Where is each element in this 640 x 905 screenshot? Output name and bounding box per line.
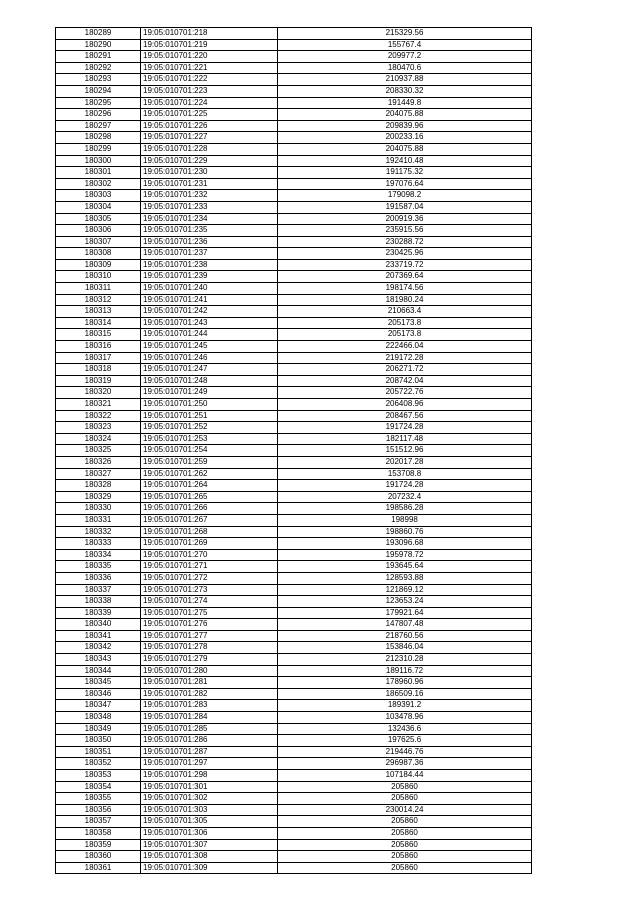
value-cell: 151512.96 (278, 445, 532, 457)
cadastral-number-cell: 19:05:010701:236 (141, 236, 278, 248)
table-row (56, 387, 532, 399)
table-row (56, 468, 532, 480)
cadastral-number-cell: 19:05:010701:267 (141, 514, 278, 526)
cadastral-number-cell: 19:05:010701:268 (141, 526, 278, 538)
row-number-cell: 180323 (56, 422, 141, 434)
cadastral-number-cell: 19:05:010701:241 (141, 294, 278, 306)
value-cell: 107184.44 (278, 770, 532, 782)
value-cell: 191587.04 (278, 201, 532, 213)
cadastral-number-cell: 19:05:010701:248 (141, 375, 278, 387)
data-table (55, 27, 532, 874)
value-cell: 218760.56 (278, 630, 532, 642)
row-number-cell: 180328 (56, 480, 141, 492)
cadastral-number-cell: 19:05:010701:240 (141, 283, 278, 295)
value-cell: 181980.24 (278, 294, 532, 306)
cadastral-number-cell: 19:05:010701:279 (141, 654, 278, 666)
row-number-cell: 180312 (56, 294, 141, 306)
value-cell: 209839.96 (278, 120, 532, 132)
cadastral-number-cell: 19:05:010701:242 (141, 306, 278, 318)
row-number-cell: 180332 (56, 526, 141, 538)
cadastral-number-cell: 19:05:010701:222 (141, 74, 278, 86)
cadastral-number-cell: 19:05:010701:221 (141, 62, 278, 74)
cadastral-number-cell: 19:05:010701:297 (141, 758, 278, 770)
cadastral-number-cell: 19:05:010701:281 (141, 677, 278, 689)
value-cell: 155767.4 (278, 39, 532, 51)
table-row (56, 781, 532, 793)
row-number-cell: 180310 (56, 271, 141, 283)
value-cell: 180470.6 (278, 62, 532, 74)
value-cell: 230014.24 (278, 804, 532, 816)
value-cell: 153846.04 (278, 642, 532, 654)
row-number-cell: 180304 (56, 201, 141, 213)
row-number-cell: 180314 (56, 317, 141, 329)
row-number-cell: 180342 (56, 642, 141, 654)
cadastral-number-cell: 19:05:010701:229 (141, 155, 278, 167)
table-row (56, 700, 532, 712)
value-cell: 204075.88 (278, 143, 532, 155)
value-cell: 121869.12 (278, 584, 532, 596)
row-number-cell: 180300 (56, 155, 141, 167)
table-row (56, 526, 532, 538)
cadastral-number-cell: 19:05:010701:271 (141, 561, 278, 573)
cadastral-number-cell: 19:05:010701:282 (141, 688, 278, 700)
table-body (56, 28, 532, 874)
value-cell: 182117.48 (278, 433, 532, 445)
value-cell: 208742.04 (278, 375, 532, 387)
value-cell: 128593.88 (278, 572, 532, 584)
cadastral-number-cell: 19:05:010701:247 (141, 364, 278, 376)
row-number-cell: 180306 (56, 225, 141, 237)
value-cell: 189391.2 (278, 700, 532, 712)
table-row (56, 712, 532, 724)
cadastral-number-cell: 19:05:010701:274 (141, 596, 278, 608)
cadastral-number-cell: 19:05:010701:278 (141, 642, 278, 654)
row-number-cell: 180345 (56, 677, 141, 689)
value-cell: 219172.28 (278, 352, 532, 364)
row-number-cell: 180333 (56, 538, 141, 550)
value-cell: 198586.28 (278, 503, 532, 515)
value-cell: 123653.24 (278, 596, 532, 608)
row-number-cell: 180349 (56, 723, 141, 735)
table-row (56, 167, 532, 179)
cadastral-number-cell: 19:05:010701:264 (141, 480, 278, 492)
cadastral-number-cell: 19:05:010701:219 (141, 39, 278, 51)
cadastral-number-cell: 19:05:010701:252 (141, 422, 278, 434)
row-number-cell: 180296 (56, 109, 141, 121)
table-row (56, 572, 532, 584)
row-number-cell: 180356 (56, 804, 141, 816)
row-number-cell: 180348 (56, 712, 141, 724)
value-cell: 197076.64 (278, 178, 532, 190)
table-row (56, 665, 532, 677)
table-row (56, 642, 532, 654)
table-row (56, 827, 532, 839)
table-row (56, 155, 532, 167)
table-row (56, 596, 532, 608)
value-cell: 212310.28 (278, 654, 532, 666)
cadastral-number-cell: 19:05:010701:224 (141, 97, 278, 109)
row-number-cell: 180330 (56, 503, 141, 515)
cadastral-number-cell: 19:05:010701:245 (141, 341, 278, 353)
value-cell: 189116.72 (278, 665, 532, 677)
table-row (56, 74, 532, 86)
row-number-cell: 180329 (56, 491, 141, 503)
cadastral-number-cell: 19:05:010701:234 (141, 213, 278, 225)
value-cell: 191724.28 (278, 422, 532, 434)
table-row (56, 341, 532, 353)
table-row (56, 352, 532, 364)
value-cell: 206271.72 (278, 364, 532, 376)
value-cell: 222466.04 (278, 341, 532, 353)
table-row (56, 445, 532, 457)
table-row (56, 329, 532, 341)
table-row (56, 143, 532, 155)
table-row (56, 375, 532, 387)
value-cell: 205722.76 (278, 387, 532, 399)
table-row (56, 399, 532, 411)
table-row (56, 317, 532, 329)
row-number-cell: 180324 (56, 433, 141, 445)
table-row (56, 688, 532, 700)
row-number-cell: 180322 (56, 410, 141, 422)
cadastral-number-cell: 19:05:010701:244 (141, 329, 278, 341)
cadastral-number-cell: 19:05:010701:249 (141, 387, 278, 399)
row-number-cell: 180352 (56, 758, 141, 770)
cadastral-number-cell: 19:05:010701:231 (141, 178, 278, 190)
cadastral-number-cell: 19:05:010701:227 (141, 132, 278, 144)
row-number-cell: 180338 (56, 596, 141, 608)
value-cell: 210937.88 (278, 74, 532, 86)
row-number-cell: 180320 (56, 387, 141, 399)
value-cell: 230425.96 (278, 248, 532, 260)
value-cell: 191724.28 (278, 480, 532, 492)
table-row (56, 804, 532, 816)
row-number-cell: 180307 (56, 236, 141, 248)
cadastral-number-cell: 19:05:010701:254 (141, 445, 278, 457)
table-row (56, 630, 532, 642)
row-number-cell: 180355 (56, 793, 141, 805)
value-cell: 205860 (278, 839, 532, 851)
row-number-cell: 180358 (56, 827, 141, 839)
value-cell: 132436.6 (278, 723, 532, 735)
table-row (56, 306, 532, 318)
value-cell: 219446.76 (278, 746, 532, 758)
table-row (56, 770, 532, 782)
row-number-cell: 180335 (56, 561, 141, 573)
cadastral-number-cell: 19:05:010701:298 (141, 770, 278, 782)
row-number-cell: 180339 (56, 607, 141, 619)
value-cell: 193645.64 (278, 561, 532, 573)
value-cell: 198860.76 (278, 526, 532, 538)
table-row (56, 201, 532, 213)
cadastral-number-cell: 19:05:010701:243 (141, 317, 278, 329)
row-number-cell: 180351 (56, 746, 141, 758)
row-number-cell: 180341 (56, 630, 141, 642)
cadastral-number-cell: 19:05:010701:228 (141, 143, 278, 155)
value-cell: 233719.72 (278, 259, 532, 271)
row-number-cell: 180289 (56, 28, 141, 40)
row-number-cell: 180290 (56, 39, 141, 51)
row-number-cell: 180303 (56, 190, 141, 202)
value-cell: 205173.8 (278, 317, 532, 329)
table-row (56, 503, 532, 515)
table-row (56, 862, 532, 874)
row-number-cell: 180315 (56, 329, 141, 341)
row-number-cell: 180354 (56, 781, 141, 793)
row-number-cell: 180309 (56, 259, 141, 271)
cadastral-number-cell: 19:05:010701:237 (141, 248, 278, 260)
table-row (56, 178, 532, 190)
value-cell: 191175.32 (278, 167, 532, 179)
cadastral-number-cell: 19:05:010701:276 (141, 619, 278, 631)
cadastral-number-cell: 19:05:010701:286 (141, 735, 278, 747)
value-cell: 206408.96 (278, 399, 532, 411)
table-row (56, 190, 532, 202)
row-number-cell: 180293 (56, 74, 141, 86)
row-number-cell: 180301 (56, 167, 141, 179)
table-row (56, 132, 532, 144)
cadastral-number-cell: 19:05:010701:232 (141, 190, 278, 202)
cadastral-number-cell: 19:05:010701:259 (141, 456, 278, 468)
table-row (56, 514, 532, 526)
cadastral-number-cell: 19:05:010701:306 (141, 827, 278, 839)
cadastral-number-cell: 19:05:010701:303 (141, 804, 278, 816)
cadastral-number-cell: 19:05:010701:250 (141, 399, 278, 411)
cadastral-number-cell: 19:05:010701:253 (141, 433, 278, 445)
row-number-cell: 180325 (56, 445, 141, 457)
value-cell: 205860 (278, 781, 532, 793)
table-row (56, 85, 532, 97)
value-cell: 235915.56 (278, 225, 532, 237)
row-number-cell: 180353 (56, 770, 141, 782)
value-cell: 147807.48 (278, 619, 532, 631)
value-cell: 198998 (278, 514, 532, 526)
table-row (56, 364, 532, 376)
row-number-cell: 180327 (56, 468, 141, 480)
value-cell: 205860 (278, 816, 532, 828)
value-cell: 208330.32 (278, 85, 532, 97)
table-row (56, 433, 532, 445)
row-number-cell: 180343 (56, 654, 141, 666)
table-row (56, 480, 532, 492)
document-page (55, 27, 531, 874)
row-number-cell: 180313 (56, 306, 141, 318)
table-row (56, 410, 532, 422)
table-row (56, 294, 532, 306)
cadastral-number-cell: 19:05:010701:238 (141, 259, 278, 271)
row-number-cell: 180321 (56, 399, 141, 411)
table-row (56, 248, 532, 260)
value-cell: 153708.8 (278, 468, 532, 480)
cadastral-number-cell: 19:05:010701:301 (141, 781, 278, 793)
table-row (56, 723, 532, 735)
table-row (56, 735, 532, 747)
table-row (56, 51, 532, 63)
table-row (56, 271, 532, 283)
table-row (56, 793, 532, 805)
cadastral-number-cell: 19:05:010701:287 (141, 746, 278, 758)
table-row (56, 549, 532, 561)
table-row (56, 39, 532, 51)
row-number-cell: 180308 (56, 248, 141, 260)
value-cell: 197625.6 (278, 735, 532, 747)
table-row (56, 97, 532, 109)
cadastral-number-cell: 19:05:010701:266 (141, 503, 278, 515)
row-number-cell: 180347 (56, 700, 141, 712)
row-number-cell: 180291 (56, 51, 141, 63)
value-cell: 205860 (278, 862, 532, 874)
value-cell: 207369.64 (278, 271, 532, 283)
row-number-cell: 180350 (56, 735, 141, 747)
value-cell: 230288.72 (278, 236, 532, 248)
cadastral-number-cell: 19:05:010701:226 (141, 120, 278, 132)
table-row (56, 538, 532, 550)
cadastral-number-cell: 19:05:010701:309 (141, 862, 278, 874)
row-number-cell: 180311 (56, 283, 141, 295)
table-row (56, 259, 532, 271)
value-cell: 200233.16 (278, 132, 532, 144)
row-number-cell: 180359 (56, 839, 141, 851)
value-cell: 202017.28 (278, 456, 532, 468)
row-number-cell: 180319 (56, 375, 141, 387)
cadastral-number-cell: 19:05:010701:246 (141, 352, 278, 364)
cadastral-number-cell: 19:05:010701:230 (141, 167, 278, 179)
cadastral-number-cell: 19:05:010701:270 (141, 549, 278, 561)
cadastral-number-cell: 19:05:010701:285 (141, 723, 278, 735)
row-number-cell: 180318 (56, 364, 141, 376)
row-number-cell: 180317 (56, 352, 141, 364)
row-number-cell: 180295 (56, 97, 141, 109)
value-cell: 207232.4 (278, 491, 532, 503)
cadastral-number-cell: 19:05:010701:283 (141, 700, 278, 712)
cadastral-number-cell: 19:05:010701:302 (141, 793, 278, 805)
value-cell: 200919.36 (278, 213, 532, 225)
table-row (56, 746, 532, 758)
table-row (56, 851, 532, 863)
cadastral-number-cell: 19:05:010701:225 (141, 109, 278, 121)
table-row (56, 654, 532, 666)
cadastral-number-cell: 19:05:010701:220 (141, 51, 278, 63)
row-number-cell: 180302 (56, 178, 141, 190)
cadastral-number-cell: 19:05:010701:305 (141, 816, 278, 828)
value-cell: 296987.36 (278, 758, 532, 770)
table-row (56, 839, 532, 851)
table-row (56, 213, 532, 225)
row-number-cell: 180316 (56, 341, 141, 353)
row-number-cell: 180326 (56, 456, 141, 468)
row-number-cell: 180294 (56, 85, 141, 97)
cadastral-number-cell: 19:05:010701:277 (141, 630, 278, 642)
row-number-cell: 180344 (56, 665, 141, 677)
cadastral-number-cell: 19:05:010701:273 (141, 584, 278, 596)
row-number-cell: 180299 (56, 143, 141, 155)
row-number-cell: 180361 (56, 862, 141, 874)
row-number-cell: 180340 (56, 619, 141, 631)
cadastral-number-cell: 19:05:010701:239 (141, 271, 278, 283)
value-cell: 209977.2 (278, 51, 532, 63)
table-row (56, 758, 532, 770)
cadastral-number-cell: 19:05:010701:284 (141, 712, 278, 724)
table-row (56, 28, 532, 40)
cadastral-number-cell: 19:05:010701:275 (141, 607, 278, 619)
table-row (56, 584, 532, 596)
row-number-cell: 180346 (56, 688, 141, 700)
cadastral-number-cell: 19:05:010701:235 (141, 225, 278, 237)
cadastral-number-cell: 19:05:010701:262 (141, 468, 278, 480)
table-row (56, 236, 532, 248)
table-row (56, 62, 532, 74)
row-number-cell: 180298 (56, 132, 141, 144)
table-row (56, 491, 532, 503)
value-cell: 193096.68 (278, 538, 532, 550)
table-row (56, 619, 532, 631)
value-cell: 195978.72 (278, 549, 532, 561)
value-cell: 205860 (278, 851, 532, 863)
row-number-cell: 180334 (56, 549, 141, 561)
cadastral-number-cell: 19:05:010701:280 (141, 665, 278, 677)
table-row (56, 109, 532, 121)
row-number-cell: 180337 (56, 584, 141, 596)
table-row (56, 456, 532, 468)
value-cell: 210663.4 (278, 306, 532, 318)
cadastral-number-cell: 19:05:010701:308 (141, 851, 278, 863)
value-cell: 198174.56 (278, 283, 532, 295)
value-cell: 215329.56 (278, 28, 532, 40)
value-cell: 179098.2 (278, 190, 532, 202)
row-number-cell: 180297 (56, 120, 141, 132)
value-cell: 192410.48 (278, 155, 532, 167)
table-row (56, 422, 532, 434)
value-cell: 179921.64 (278, 607, 532, 619)
value-cell: 208467.56 (278, 410, 532, 422)
row-number-cell: 180331 (56, 514, 141, 526)
table-row (56, 225, 532, 237)
cadastral-number-cell: 19:05:010701:218 (141, 28, 278, 40)
table-row (56, 120, 532, 132)
table-row (56, 816, 532, 828)
cadastral-number-cell: 19:05:010701:223 (141, 85, 278, 97)
cadastral-number-cell: 19:05:010701:265 (141, 491, 278, 503)
value-cell: 205860 (278, 793, 532, 805)
table-row (56, 607, 532, 619)
cadastral-number-cell: 19:05:010701:307 (141, 839, 278, 851)
row-number-cell: 180336 (56, 572, 141, 584)
row-number-cell: 180305 (56, 213, 141, 225)
row-number-cell: 180360 (56, 851, 141, 863)
value-cell: 205860 (278, 827, 532, 839)
value-cell: 103478.96 (278, 712, 532, 724)
cadastral-number-cell: 19:05:010701:272 (141, 572, 278, 584)
table-row (56, 677, 532, 689)
cadastral-number-cell: 19:05:010701:251 (141, 410, 278, 422)
value-cell: 186509.16 (278, 688, 532, 700)
cadastral-number-cell: 19:05:010701:269 (141, 538, 278, 550)
value-cell: 204075.88 (278, 109, 532, 121)
value-cell: 205173.8 (278, 329, 532, 341)
cadastral-number-cell: 19:05:010701:233 (141, 201, 278, 213)
value-cell: 191449.8 (278, 97, 532, 109)
row-number-cell: 180357 (56, 816, 141, 828)
value-cell: 178960.96 (278, 677, 532, 689)
table-row (56, 283, 532, 295)
table-row (56, 561, 532, 573)
row-number-cell: 180292 (56, 62, 141, 74)
